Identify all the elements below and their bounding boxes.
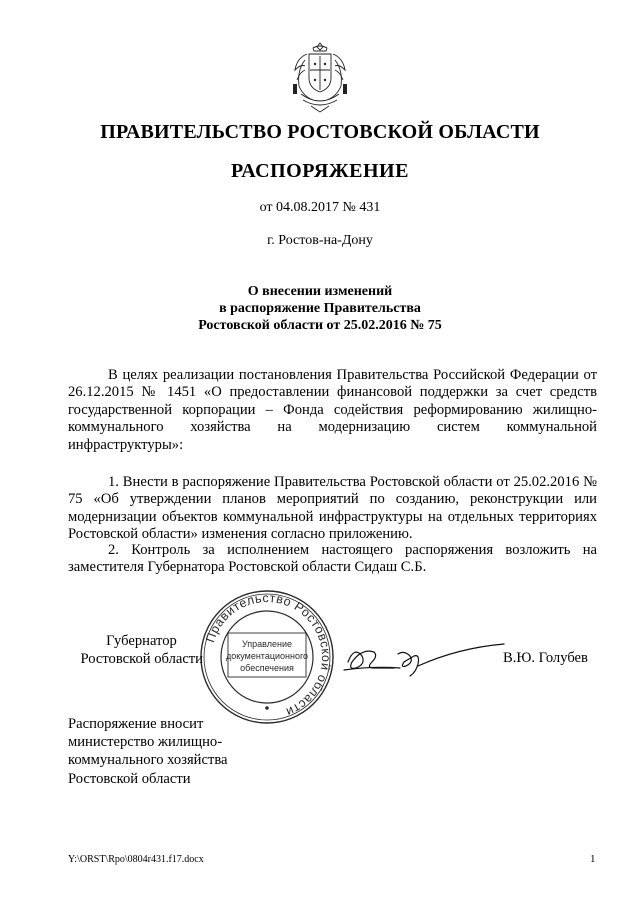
submitter-line: коммунального хозяйства [68,752,228,769]
signatory-position-line: Ростовской области [80,651,203,667]
signatory-position [68,632,203,668]
stamp-star-icon [265,706,269,710]
stamp-center-line: документационного [225,651,309,661]
official-stamp [198,588,336,726]
organization-title: ПРАВИТЕЛЬСТВО РОСТОВСКОЙ ОБЛАСТИ [100,121,540,143]
item-1-paragraph: 1. Внести в распоряжение Правительства Ростовской области от 25.02.2016 № 75 «Об утверждении планов мероприятий по созданию, реконструкции или модернизации объектов коммунальной инфраструктуры на отдельных территориях Ростовской области» изменения согласно приложению. [68,474,597,543]
item-2-paragraph: 2. Контроль за исполнением настоящего распоряжения возложить на заместителя Губернатора Ростовской области Сидаш С.Б. [68,542,597,576]
coat-of-arms-emblem [289,40,351,114]
submitter-line: Распоряжение вносит [68,716,204,732]
stamp-center-line: Управление [241,639,293,649]
handwritten-signature [338,632,508,684]
subject-line: Ростовской области от 25.02.2016 № 75 [198,318,442,333]
footer-file-path: Y:\ORST\Rpo\0804r431.f17.docx [68,854,204,865]
stamp-center-line: обеспечения [240,663,294,673]
submitter-line: министерство жилищно- [68,734,223,751]
page-number: 1 [590,853,596,865]
document-type: РАСПОРЯЖЕНИЕ [231,160,409,182]
signatory-name: В.Ю. Голубев [503,650,588,666]
document-date-number: от 04.08.2017 № 431 [259,200,381,215]
preamble-paragraph: В целях реализации постановления Правительства Российской Федерации от 26.12.2015 № 1451 «О предоставлении финансовой поддержки за счет средств государственной корпорации – Фонда содействия реформированию жилищно-коммунального хозяйства на модернизацию систем коммунальной инфраструктуры»: [68,367,597,453]
document-subject [0,283,640,334]
stamp-ring-text: Правительство Ростовской области [203,590,334,720]
subject-line: О внесении изменений [247,284,393,299]
document-city: г. Ростов-на-Дону [267,233,373,248]
subject-line: в распоряжение Правительства [219,301,421,316]
submitter-line: Ростовской области [68,770,191,787]
submitter-block [68,715,268,788]
signatory-position-line: Губернатор [106,633,177,649]
